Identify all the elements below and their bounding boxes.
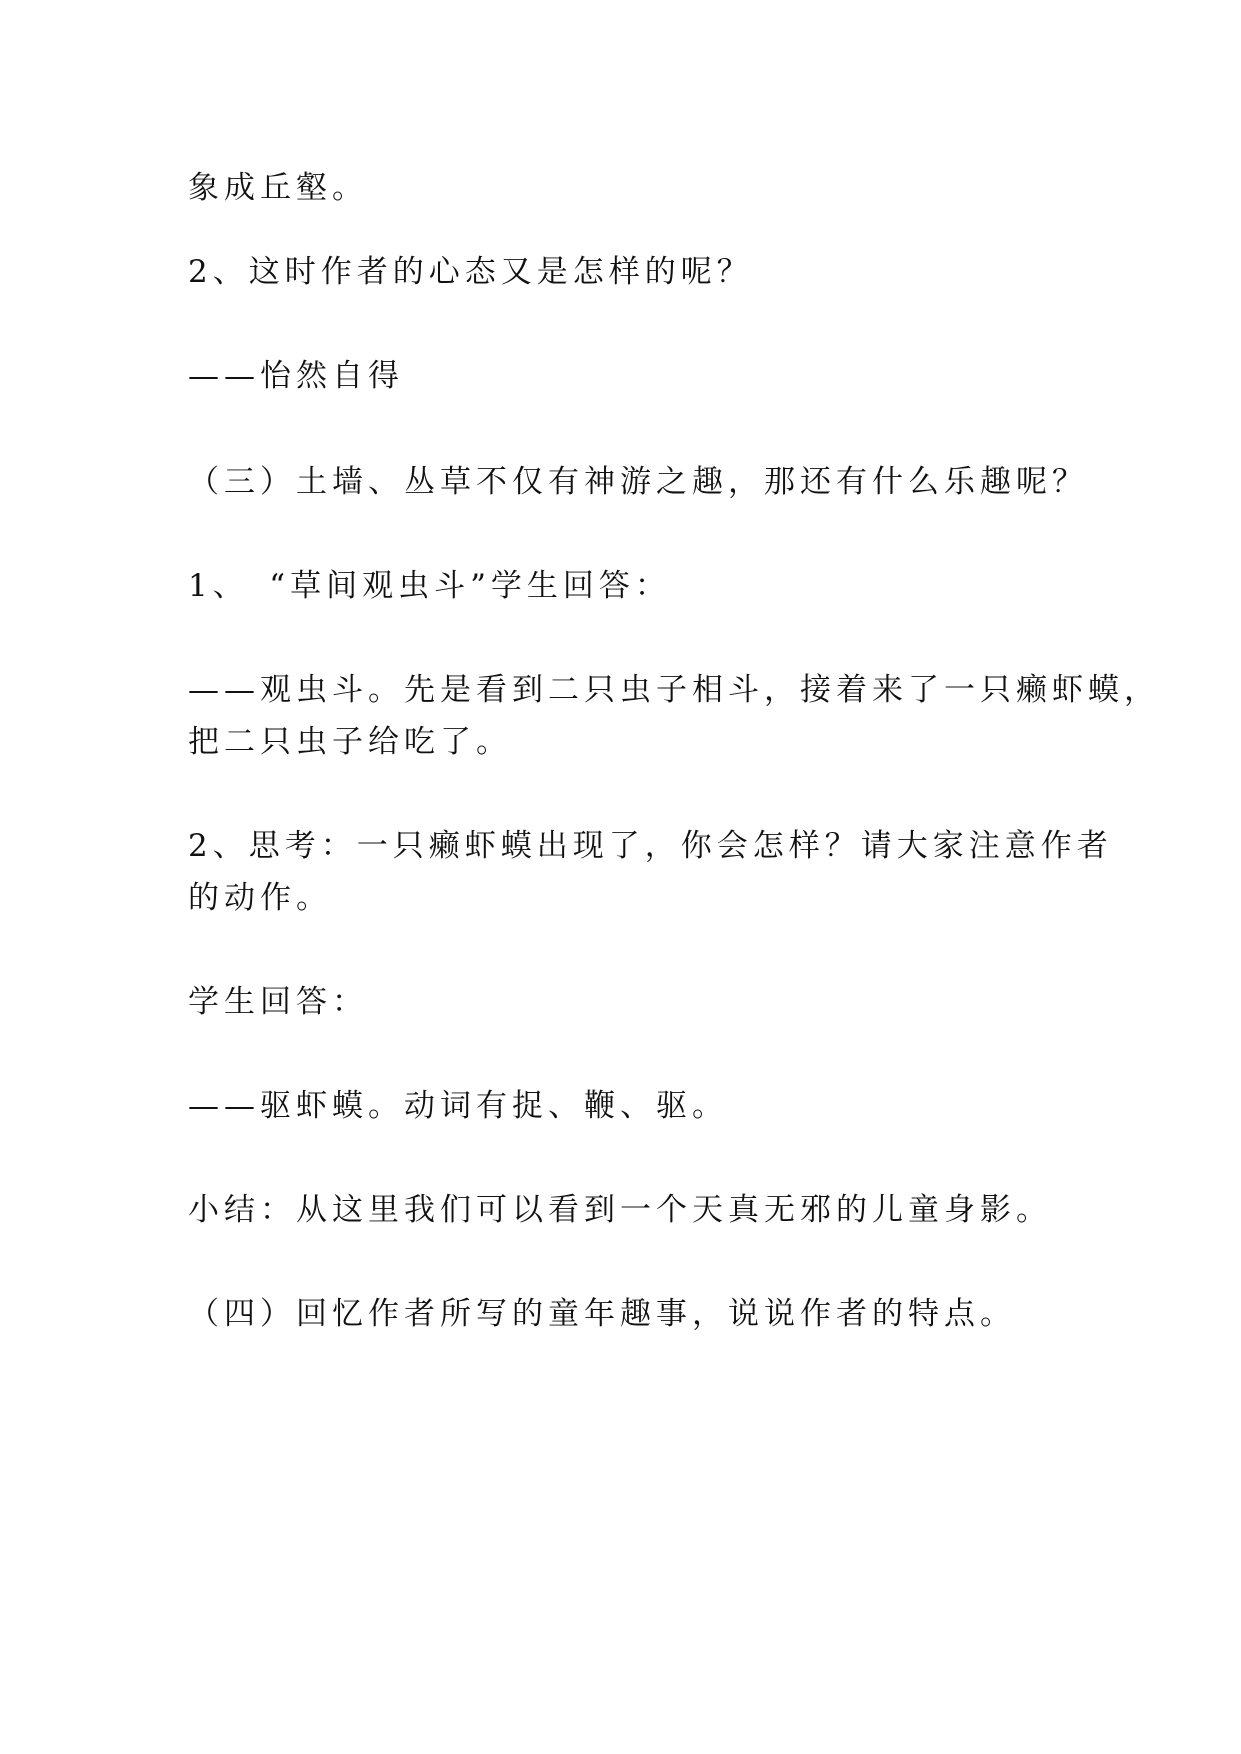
answer-bug-fight-line-1: ——观虫斗。先是看到二只虫子相斗，接着来了一只癞虾蟆， <box>188 672 1160 708</box>
text-line-continuation: 象成丘壑。 <box>188 170 368 206</box>
item-2-think-line-2: 的动作。 <box>188 880 332 916</box>
answer-drive-toad: ——驱虾蟆。动词有捉、鞭、驱。 <box>188 1088 728 1124</box>
answer-bug-fight-line-2: 把二只虫子给吃了。 <box>188 724 512 760</box>
section-3-heading: （三）土墙、丛草不仅有神游之趣，那还有什么乐趣呢？ <box>188 464 1088 500</box>
item-2-think-line-1: 2、思考：一只癞虾蟆出现了，你会怎样？请大家注意作者 <box>188 828 1113 864</box>
section-4-heading: （四）回忆作者所写的童年趣事，说说作者的特点。 <box>188 1296 1016 1332</box>
item-1-bug-fight: 1、 “草间观虫斗”学生回答： <box>188 568 671 604</box>
answer-attitude: ——怡然自得 <box>188 358 404 394</box>
summary-line: 小结：从这里我们可以看到一个天真无邪的儿童身影。 <box>188 1192 1052 1228</box>
question-2-attitude: 2、这时作者的心态又是怎样的呢？ <box>188 254 753 290</box>
student-answer-label: 学生回答： <box>188 984 368 1020</box>
